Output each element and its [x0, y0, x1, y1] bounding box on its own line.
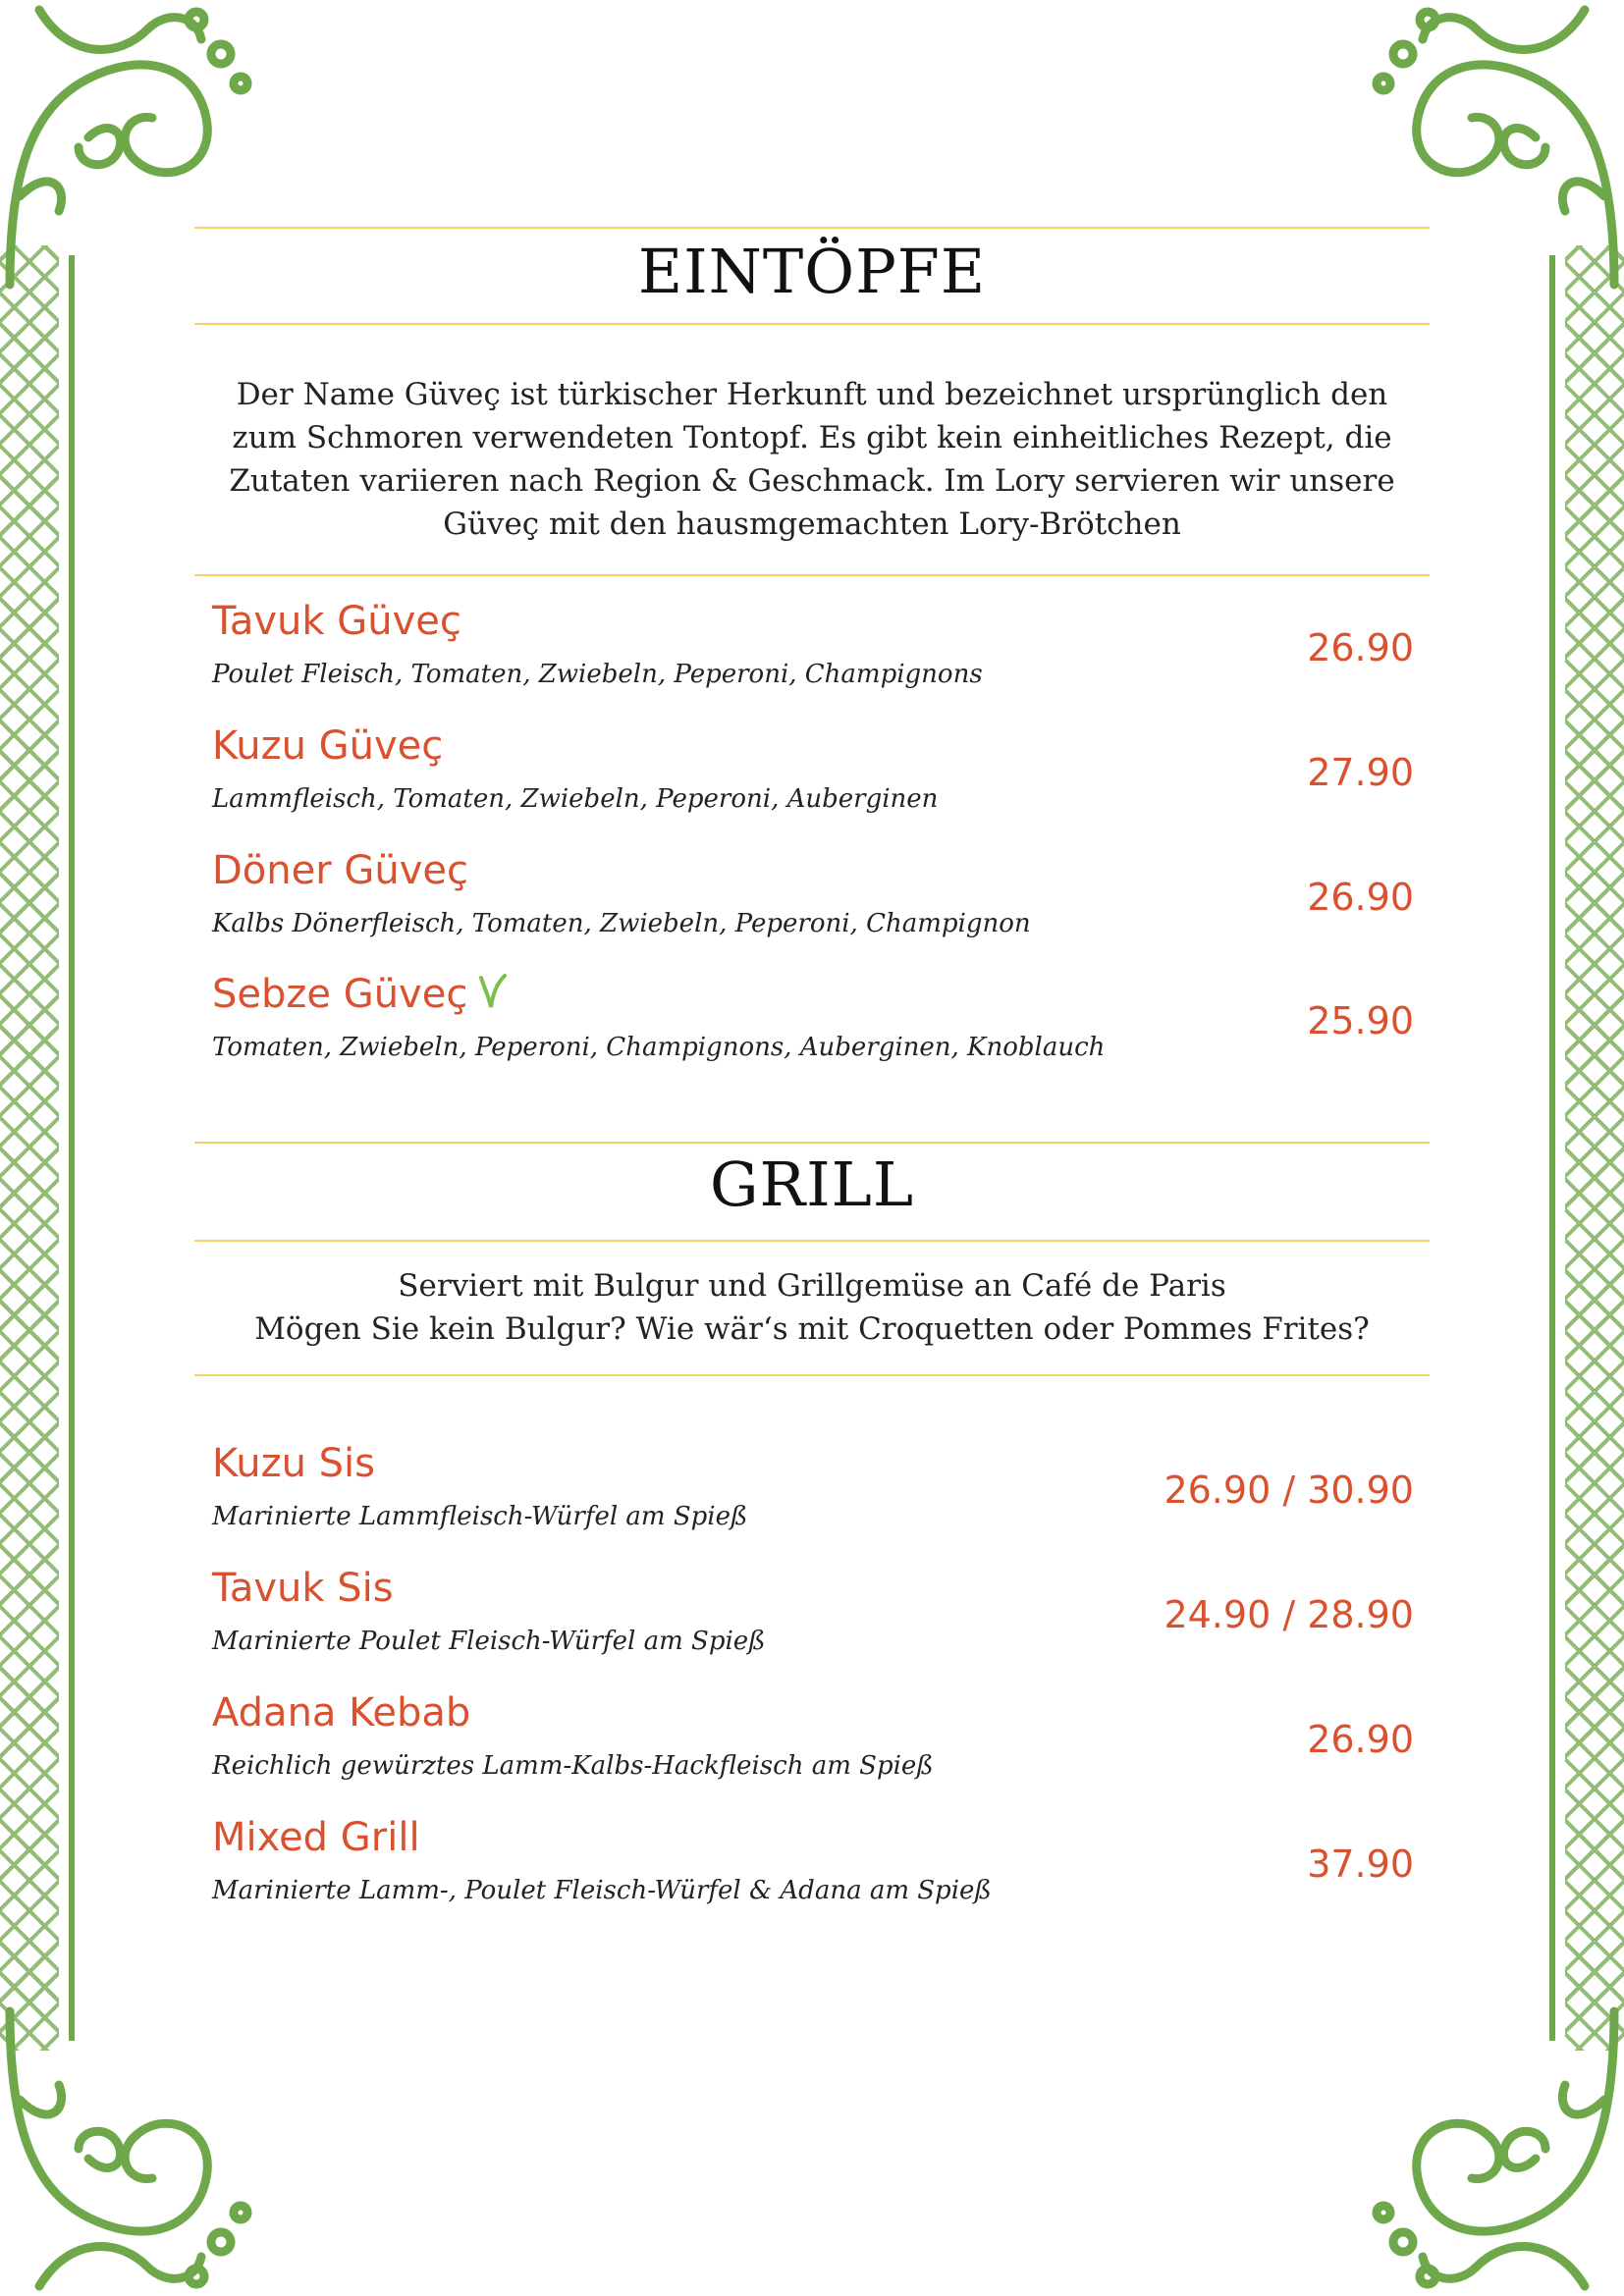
- item-description: Marinierte Poulet Fleisch-Würfel am Spieß: [212, 1627, 766, 1656]
- item-name: Döner Güveç: [212, 848, 469, 893]
- intro-line: Der Name Güveç ist türkischer Herkunft und bezeichnet ursprünglich den: [236, 377, 1388, 412]
- item-price: 26.90: [1307, 1718, 1414, 1761]
- item-price: 24.90 / 28.90: [1164, 1593, 1414, 1636]
- item-description: Lammfleisch, Tomaten, Zwiebeln, Peperoni, Auberginen: [212, 784, 939, 814]
- divider-rule: [194, 574, 1430, 576]
- item-description: Poulet Fleisch, Tomaten, Zwiebeln, Peperoni, Champignons: [212, 660, 983, 689]
- intro-line: Mögen Sie kein Bulgur? Wie wär‘s mit Croquetten oder Pommes Frites?: [254, 1311, 1370, 1347]
- corner-ornament-bottom-right: [1369, 2002, 1624, 2296]
- section-title-eintoepfe: EINTÖPFE: [637, 236, 987, 307]
- menu-item: [212, 972, 1414, 1090]
- right-border-line: [1549, 255, 1555, 2041]
- vegetarian-leaf-icon: [477, 972, 507, 1011]
- item-price: 25.90: [1307, 999, 1414, 1042]
- menu-item: [212, 848, 1414, 966]
- section-title-grill: GRILL: [709, 1148, 915, 1220]
- corner-ornament-bottom-left: [0, 2002, 255, 2296]
- section-intro-grill: [194, 1264, 1430, 1351]
- item-name: Adana Kebab: [212, 1690, 471, 1735]
- item-description: Tomaten, Zwiebeln, Peperoni, Champignons, Auberginen, Knoblauch: [212, 1033, 1106, 1062]
- item-price: 26.90: [1307, 626, 1414, 669]
- intro-line: Güveç mit den hausmgemachten Lory-Brötchen: [443, 507, 1181, 542]
- item-name: Tavuk Sis: [212, 1566, 394, 1611]
- menu-item: [212, 1815, 1414, 1933]
- item-price: 26.90 / 30.90: [1164, 1468, 1414, 1512]
- item-price: 37.90: [1307, 1842, 1414, 1886]
- divider-rule: [194, 227, 1430, 229]
- right-border-pattern: [1565, 245, 1624, 2051]
- item-description: Marinierte Lammfleisch-Würfel am Spieß: [212, 1502, 748, 1531]
- section-intro-eintoepfe: [194, 373, 1430, 546]
- divider-rule: [194, 1374, 1430, 1376]
- menu-item: [212, 723, 1414, 841]
- left-border-pattern: [0, 245, 59, 2051]
- item-name: Kuzu Güveç: [212, 723, 444, 769]
- item-name: Sebze Güveç: [212, 972, 468, 1017]
- menu-item: [212, 1690, 1414, 1808]
- item-name-row: [212, 972, 507, 1017]
- intro-line: zum Schmoren verwendeten Tontopf. Es gibt kein einheitliches Rezept, die: [232, 420, 1392, 455]
- item-price: 26.90: [1307, 876, 1414, 919]
- item-description: Reichlich gewürztes Lamm-Kalbs-Hackfleisch am Spieß: [212, 1751, 934, 1781]
- item-name: Mixed Grill: [212, 1815, 420, 1860]
- item-price: 27.90: [1307, 751, 1414, 794]
- divider-rule: [194, 1240, 1430, 1242]
- item-name: Kuzu Sis: [212, 1441, 375, 1486]
- intro-line: Zutaten variieren nach Region & Geschmack. Im Lory servieren wir unsere: [229, 463, 1395, 499]
- menu-item: [212, 599, 1414, 717]
- divider-rule: [194, 1142, 1430, 1144]
- menu-item: [212, 1566, 1414, 1683]
- left-border-line: [69, 255, 75, 2041]
- item-name: Tavuk Güveç: [212, 599, 461, 644]
- intro-line: Serviert mit Bulgur und Grillgemüse an Café de Paris: [398, 1268, 1226, 1304]
- menu-item: [212, 1441, 1414, 1559]
- item-description: Kalbs Dönerfleisch, Tomaten, Zwiebeln, Peperoni, Champignon: [212, 909, 1031, 938]
- divider-rule: [194, 323, 1430, 325]
- item-description: Marinierte Lamm-, Poulet Fleisch-Würfel & Adana am Spieß: [212, 1876, 992, 1905]
